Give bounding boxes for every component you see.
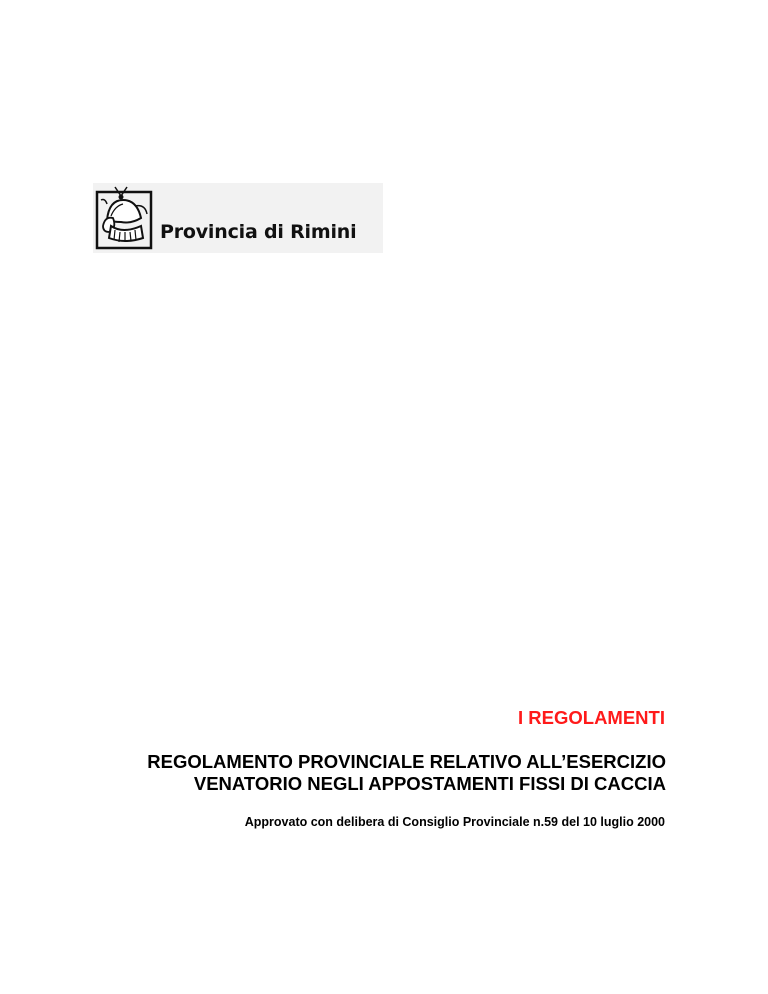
approval-note: Approvato con delibera di Consiglio Provinciale n.59 del 10 luglio 2000 [244, 815, 665, 829]
provincia-logo [93, 183, 383, 253]
provincia-emblem-icon [95, 186, 153, 250]
document-title-line-1: REGOLAMENTO PROVINCIALE RELATIVO ALL’ESERCIZIO [147, 751, 666, 772]
document-title [66, 751, 666, 795]
document-title-line-2: VENATORIO NEGLI APPOSTAMENTI FISSI DI CACCIA [193, 773, 666, 794]
section-title: I REGOLAMENTI [518, 707, 665, 728]
logo-text: Provincia di Rimini [160, 221, 357, 243]
